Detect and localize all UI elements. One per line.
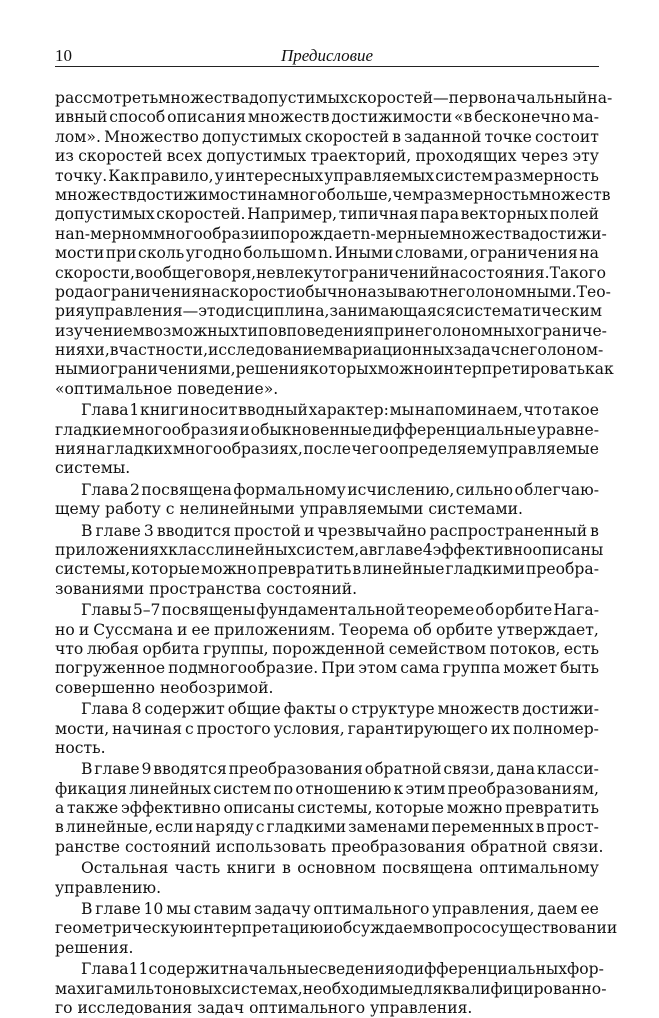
page-header: [55, 46, 599, 67]
text-line: погруженное подмногообразие. При этом сама группа может быть: [55, 659, 599, 678]
text-line: щему работу с нелинейными управляемыми системами.: [55, 500, 523, 519]
text-line: рия управления — это дисциплина, занимающаяся систематическим: [55, 302, 602, 321]
text-line: скорости, вообще говоря, не влекут ограничений на состояния. Такого: [55, 263, 606, 282]
paragraph: [55, 859, 599, 898]
paragraph: [55, 89, 614, 399]
text-line: Остальная часть книги в основном посвящена оптимальному: [81, 859, 599, 878]
text-line: рода ограничения на скорости обычно называют неголономными. Тео-: [55, 282, 611, 301]
running-title: Предисловие: [280, 46, 374, 65]
text-line: рассмотреть множества допустимых скоростей — первоначальный на-: [55, 89, 613, 107]
text-line: управлению.: [55, 878, 162, 897]
text-line: в линейные, если наряду с гладкими заменами переменных в прост-: [55, 818, 599, 837]
text-line: мости при сколь угодно большом n. Иными словами, ограничения на: [55, 244, 599, 263]
text-line: множеств достижимости намного больше, чем размерность множеств: [55, 185, 611, 204]
text-line: а также эффективно описаны системы, которые можно превратить: [55, 799, 599, 818]
paragraph: [55, 960, 607, 1018]
text-line: мах и гамильтоновых системах, необходимые для квалифицированно-: [55, 979, 607, 998]
text-line: фикация линейных систем по отношению к этим преобразованиям,: [55, 779, 599, 798]
text-line: совершенно необозримой.: [55, 678, 274, 697]
text-line: мости, начиная с простого условия, гарантирующего их полномер-: [55, 719, 599, 738]
paragraph: [55, 601, 599, 698]
text-line: Главы 5–7 посвящены фундаментальной теореме об орбите Нага-: [81, 601, 599, 620]
text-line: го исследования задач оптимального управления.: [55, 998, 473, 1017]
paragraph: [55, 760, 604, 857]
text-line: на n-мерном многообразии порождает n-мерные множества достижи-: [55, 224, 607, 243]
text-line: ивный способ описания множеств достижимости «в бесконечно ма-: [55, 108, 599, 127]
text-line: но и Суссмана и ее приложениям. Теорема об орбите утверждает,: [55, 620, 599, 639]
page-number: 10: [55, 46, 72, 65]
text-line: изучением возможных типов поведения при неголономных ограниче-: [55, 321, 607, 340]
text-line: В главе 9 вводятся преобразования обратной связи, дана класси-: [81, 760, 599, 779]
text-line: ность.: [55, 738, 106, 757]
paragraph: [55, 521, 604, 600]
paragraph: [55, 481, 599, 520]
text-line: решения.: [55, 938, 134, 957]
text-line: зованиями пространства состояний.: [55, 579, 358, 598]
text-line: Глава 1 книги носит вводный характер: мы напоминаем, что такое: [81, 401, 599, 420]
text-line: допустимых скоростей. Например, типичная пара векторных полей: [55, 205, 599, 224]
text-line: геометрическую интерпретацию и обсуждаем вопрос о существовании: [55, 919, 618, 938]
text-line: ния на гладких многообразиях, после чего определяем управляемые: [55, 440, 599, 459]
body-text: [55, 89, 618, 1018]
text-line: ниях и, в частности, исследованием вариационных задач с неголоном-: [55, 341, 604, 360]
text-line: точку. Как правило, у интересных управляемых систем размерность: [55, 166, 599, 185]
text-line: ными ограничениями, решения которых можно интерпретировать как: [55, 360, 614, 379]
text-line: Глава 2 посвящена формальному исчислению, сильно облегчаю-: [81, 480, 599, 499]
paragraph: [55, 900, 618, 958]
text-line: приложениях класс линейных систем, а в главе 4 эффективно описаны: [55, 540, 604, 559]
text-line: Глава 11 содержит начальные сведения о дифференциальных фор-: [81, 960, 604, 979]
text-line: ранстве состояний использовать преобразования обратной связи.: [55, 837, 604, 856]
text-line: что любая орбита группы, порожденной семейством потоков, есть: [55, 639, 599, 658]
text-line: Глава 8 содержит общие факты о структуре множеств достижи-: [81, 700, 599, 719]
text-line: системы, которые можно превратить в линейные гладкими преобра-: [55, 560, 599, 579]
paragraph: [55, 401, 599, 479]
paragraph: [55, 700, 599, 758]
text-line: из скоростей всех допустимых траекторий, проходящих через эту: [55, 147, 599, 166]
text-line: гладкие многообразия и обыкновенные дифференциальные уравне-: [55, 420, 599, 439]
text-line: В главе 10 мы ставим задачу оптимального управления, даем ее: [81, 900, 599, 919]
text-line: В главе 3 вводится простой и чрезвычайно распространенный в: [81, 521, 599, 540]
text-line: системы.: [55, 459, 131, 478]
text-line: лом». Множество допустимых скоростей в заданной точке состоит: [55, 127, 599, 146]
text-line: «оптимальное поведение».: [55, 379, 279, 398]
